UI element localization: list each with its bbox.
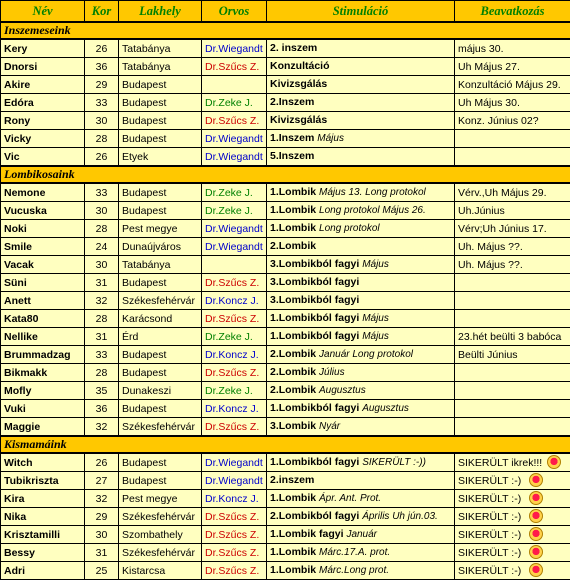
table-row [1,310,570,328]
cell-name[interactable]: Nemone [1,183,85,202]
cell-procedure[interactable] [455,453,570,472]
cell-procedure[interactable] [455,292,570,310]
cell-residence[interactable]: Budapest [119,400,202,418]
cell-stimulation[interactable] [267,453,455,472]
cell-name[interactable]: Bikmakk [1,364,85,382]
header-nev[interactable]: Név [1,1,85,23]
cell-name[interactable]: Krisztamilli [1,526,85,544]
table-row [1,183,570,202]
table-row [1,112,570,130]
table-row [1,274,570,292]
cell-procedure[interactable] [455,562,570,580]
cell-residence[interactable]: Budapest [119,453,202,472]
cell-name[interactable]: Brummadzag [1,346,85,364]
table-row [1,148,570,167]
stimulation-note: Márc.Long prot. [319,565,389,576]
stimulation-type: 3.Lombik [270,420,316,432]
heart-smiley-icon [529,563,543,577]
cell-procedure[interactable] [455,526,570,544]
cell-stimulation[interactable] [267,256,455,274]
header-lakhely[interactable]: Lakhely [119,1,202,23]
stimulation-note: Long protokol Május 26. [319,205,426,216]
procedure-text: SIKERÜLT :-) [458,547,521,559]
cell-age[interactable]: 28 [85,220,119,238]
cell-stimulation[interactable] [267,112,455,130]
table-row [1,94,570,112]
stimulation-note: Január Long protokol [319,349,413,360]
procedure-text: május 30. [458,43,504,55]
cell-procedure[interactable] [455,39,570,58]
cell-residence[interactable]: Székesfehérvár [119,292,202,310]
cell-doctor[interactable]: Dr.Koncz J. [202,400,267,418]
procedure-text: SIKERÜLT :-) [458,565,521,577]
cell-doctor[interactable]: Dr.Wiegandt [202,39,267,58]
cell-stimulation[interactable] [267,490,455,508]
stimulation-type: Kivizsgálás [270,78,327,90]
cell-residence[interactable]: Kistarcsa [119,562,202,580]
cell-doctor[interactable]: Dr.Zeke J. [202,382,267,400]
procedure-text: Konzultáció Május 29. [458,79,561,91]
stimulation-type: 2.inszem [270,474,314,486]
stimulation-type: 3.Lombikból fagyi [270,294,359,306]
stimulation-note: Július [319,367,345,378]
cell-stimulation[interactable] [267,183,455,202]
stimulation-type: 1.Lombik fagyi [270,528,344,540]
cell-name[interactable]: Anett [1,292,85,310]
cell-residence[interactable]: Budapest [119,76,202,94]
cell-procedure[interactable] [455,256,570,274]
cell-age[interactable]: 26 [85,39,119,58]
cell-stimulation[interactable] [267,346,455,364]
stimulation-type: 1.Inszem [270,132,314,144]
procedure-text: SIKERÜLT ikrek!!! [458,457,542,469]
stimulation-type: 2. inszem [270,42,317,54]
cell-age[interactable]: 31 [85,544,119,562]
section-title[interactable]: Lombikosaink [1,166,570,183]
cell-doctor[interactable]: Dr.Koncz J. [202,292,267,310]
cell-procedure[interactable] [455,346,570,364]
cell-stimulation[interactable] [267,130,455,148]
cell-name[interactable]: Vicky [1,130,85,148]
cell-procedure[interactable] [455,94,570,112]
stimulation-type: 1.Lombik [270,186,316,198]
cell-age[interactable]: 30 [85,112,119,130]
cell-doctor[interactable]: Dr.Szűcs Z. [202,562,267,580]
cell-name[interactable]: Rony [1,112,85,130]
table-row [1,508,570,526]
cell-name[interactable]: Dnorsi [1,58,85,76]
cell-procedure[interactable] [455,544,570,562]
cell-doctor[interactable]: Dr.Zeke J. [202,328,267,346]
cell-name[interactable]: Witch [1,453,85,472]
cell-stimulation[interactable] [267,58,455,76]
cell-name[interactable]: Kata80 [1,310,85,328]
cell-doctor[interactable]: Dr.Zeke J. [202,94,267,112]
table-row [1,453,570,472]
table-row [1,472,570,490]
cell-age[interactable]: 28 [85,364,119,382]
cell-doctor[interactable]: Dr.Wiegandt [202,148,267,167]
cell-doctor[interactable]: Dr.Zeke J. [202,202,267,220]
cell-residence[interactable]: Budapest [119,346,202,364]
cell-stimulation[interactable] [267,526,455,544]
stimulation-type: Konzultáció [270,60,330,72]
stimulation-note: SIKERÜLT :-)) [362,457,426,468]
cell-doctor[interactable]: Dr.Wiegandt [202,238,267,256]
cell-age[interactable]: 29 [85,76,119,94]
table-row [1,130,570,148]
cell-name[interactable]: Mofly [1,382,85,400]
header-orvos[interactable]: Orvos [202,1,267,23]
cell-stimulation[interactable] [267,544,455,562]
cell-stimulation[interactable] [267,418,455,437]
stimulation-note: Augusztus [362,403,409,414]
cell-age[interactable]: 26 [85,453,119,472]
cell-procedure[interactable] [455,472,570,490]
cell-residence[interactable]: Budapest [119,112,202,130]
cell-name[interactable]: Akire [1,76,85,94]
cell-procedure[interactable] [455,238,570,256]
cell-residence[interactable]: Etyek [119,148,202,167]
cell-doctor[interactable]: Dr.Szűcs Z. [202,418,267,437]
cell-age[interactable]: 36 [85,400,119,418]
cell-procedure[interactable] [455,274,570,292]
heart-smiley-icon [547,455,561,469]
table-row [1,562,570,580]
cell-doctor[interactable]: Dr.Szűcs Z. [202,58,267,76]
procedure-text: Konz. Június 02? [458,115,539,127]
cell-doctor[interactable]: Dr.Szűcs Z. [202,112,267,130]
table-row [1,58,570,76]
cell-residence[interactable]: Székesfehérvár [119,508,202,526]
cell-procedure[interactable] [455,418,570,437]
stimulation-type: 1.Lombikból fagyi [270,312,359,324]
table-row [1,76,570,94]
heart-smiley-icon [529,509,543,523]
cell-age[interactable]: 29 [85,508,119,526]
cell-stimulation[interactable] [267,562,455,580]
stimulation-note: Márc.17.A. prot. [319,547,390,558]
procedure-text: Uh. Május ??. [458,259,523,271]
cell-age[interactable]: 30 [85,202,119,220]
cell-doctor[interactable]: Dr.Szűcs Z. [202,274,267,292]
cell-name[interactable]: Maggie [1,418,85,437]
cell-age[interactable]: 27 [85,472,119,490]
cell-name[interactable]: Vucuska [1,202,85,220]
cell-age[interactable]: 33 [85,183,119,202]
cell-procedure[interactable] [455,202,570,220]
cell-procedure[interactable] [455,148,570,167]
cell-residence[interactable]: Szombathely [119,526,202,544]
table-row [1,292,570,310]
cell-stimulation[interactable] [267,382,455,400]
cell-age[interactable]: 28 [85,310,119,328]
cell-stimulation[interactable] [267,39,455,58]
cell-residence[interactable]: Budapest [119,364,202,382]
table-row [1,490,570,508]
table-row [1,526,570,544]
procedure-text: Uh. Május ??. [458,241,523,253]
cell-age[interactable]: 25 [85,562,119,580]
cell-procedure[interactable] [455,220,570,238]
cell-age[interactable]: 30 [85,526,119,544]
cell-procedure[interactable] [455,310,570,328]
cell-residence[interactable]: Székesfehérvár [119,544,202,562]
cell-age[interactable]: 24 [85,238,119,256]
cell-residence[interactable]: Tatabánya [119,39,202,58]
header-row [1,1,570,23]
cell-residence[interactable]: Budapest [119,274,202,292]
heart-smiley-icon [529,491,543,505]
cell-age[interactable]: 30 [85,256,119,274]
stimulation-note: Nyár [319,421,340,432]
stimulation-type: 1.Lombikból fagyi [270,402,359,414]
cell-stimulation[interactable] [267,400,455,418]
stimulation-type: Kivizsgálás [270,114,327,126]
table-row [1,328,570,346]
cell-doctor[interactable]: Dr.Szűcs Z. [202,508,267,526]
cell-procedure[interactable] [455,364,570,382]
stimulation-type: 1.Lombik [270,222,316,234]
cell-name[interactable]: Vic [1,148,85,167]
table-row [1,202,570,220]
cell-stimulation[interactable] [267,220,455,238]
stimulation-note: Május [362,331,389,342]
cell-stimulation[interactable] [267,328,455,346]
cell-name[interactable]: Kira [1,490,85,508]
cell-age[interactable]: 35 [85,382,119,400]
cell-name[interactable]: Vacak [1,256,85,274]
cell-age[interactable]: 33 [85,346,119,364]
table-row [1,400,570,418]
cell-residence[interactable]: Budapest [119,94,202,112]
cell-residence[interactable]: Budapest [119,472,202,490]
cell-stimulation[interactable] [267,274,455,292]
procedure-text: 23.hét beülti 3 babóca [458,331,561,343]
procedure-text: Uh.Június [458,205,505,217]
cell-age[interactable]: 31 [85,328,119,346]
cell-residence[interactable]: Székesfehérvár [119,418,202,437]
stimulation-type: 2.Lombikból fagyi [270,510,359,522]
cell-procedure[interactable] [455,508,570,526]
cell-procedure[interactable] [455,58,570,76]
cell-residence[interactable]: Dunakeszi [119,382,202,400]
cell-age[interactable]: 32 [85,292,119,310]
section-title[interactable]: Kismamáink [1,436,570,453]
procedure-text: Vérv.,Uh Május 29. [458,187,547,199]
cell-stimulation[interactable] [267,148,455,167]
header-kor[interactable]: Kor [85,1,119,23]
stimulation-type: 2.Lombik [270,240,316,252]
cell-residence[interactable]: Pest megye [119,490,202,508]
procedure-text: Uh Május 30. [458,97,520,109]
cell-name[interactable]: Kery [1,39,85,58]
cell-stimulation[interactable] [267,508,455,526]
cell-stimulation[interactable] [267,202,455,220]
heart-smiley-icon [529,527,543,541]
cell-doctor[interactable]: Dr.Wiegandt [202,472,267,490]
stimulation-type: 3.Lombikból fagyi [270,276,359,288]
stimulation-note: Május 13. Long protokol [319,187,426,198]
cell-procedure[interactable] [455,328,570,346]
cell-name[interactable]: Noki [1,220,85,238]
cell-procedure[interactable] [455,490,570,508]
cell-doctor[interactable] [202,256,267,274]
stimulation-type: 1.Lombik [270,564,316,576]
stimulation-type: 1.Lombik [270,492,316,504]
procedure-text: SIKERÜLT :-) [458,493,521,505]
cell-age[interactable]: 33 [85,94,119,112]
table-row [1,220,570,238]
header-stimulacio[interactable]: Stimuláció [267,1,455,23]
cell-procedure[interactable] [455,183,570,202]
cell-residence[interactable]: Budapest [119,183,202,202]
cell-age[interactable]: 36 [85,58,119,76]
cell-age[interactable]: 26 [85,148,119,167]
cell-residence[interactable]: Pest megye [119,220,202,238]
cell-stimulation[interactable] [267,292,455,310]
heart-smiley-icon [529,473,543,487]
cell-residence[interactable]: Tatabánya [119,58,202,76]
stimulation-note: Május [362,259,389,270]
section-header [1,166,570,183]
stimulation-note: Ápr. Ant. Prot. [319,493,381,504]
stimulation-note: Május [362,313,389,324]
table-row [1,418,570,437]
stimulation-note: Long protokol [319,223,380,234]
cell-age[interactable]: 32 [85,490,119,508]
cell-residence[interactable]: Budapest [119,202,202,220]
cell-name[interactable]: Bessy [1,544,85,562]
cell-name[interactable]: Smile [1,238,85,256]
cell-name[interactable]: Nika [1,508,85,526]
stimulation-type: 2.Lombik [270,348,316,360]
table-row [1,238,570,256]
stimulation-type: 1.Lombik [270,204,316,216]
cell-procedure[interactable] [455,76,570,94]
cell-stimulation[interactable] [267,94,455,112]
header-beavatkozas[interactable]: Beavatkozás [455,1,570,23]
cell-doctor[interactable]: Dr.Zeke J. [202,183,267,202]
cell-name[interactable]: Edóra [1,94,85,112]
cell-doctor[interactable]: Dr.Szűcs Z. [202,364,267,382]
cell-procedure[interactable] [455,400,570,418]
cell-name[interactable]: Adri [1,562,85,580]
stimulation-type: 1.Lombikból fagyi [270,330,359,342]
table-row [1,39,570,58]
cell-residence[interactable]: Érd [119,328,202,346]
procedure-text: Vérv;Uh Június 17. [458,223,547,235]
cell-name[interactable]: Vuki [1,400,85,418]
cell-residence[interactable]: Tatabánya [119,256,202,274]
section-header [1,436,570,453]
cell-residence[interactable]: Budapest [119,130,202,148]
stimulation-note: Augusztus [319,385,366,396]
procedure-text: SIKERÜLT :-) [458,511,521,523]
cell-doctor[interactable]: Dr.Szűcs Z. [202,526,267,544]
stimulation-type: 5.Inszem [270,150,314,162]
cell-procedure[interactable] [455,382,570,400]
procedure-text: SIKERÜLT :-) [458,475,521,487]
cell-doctor[interactable]: Dr.Koncz J. [202,490,267,508]
cell-stimulation[interactable] [267,364,455,382]
cell-doctor[interactable]: Dr.Koncz J. [202,346,267,364]
stimulation-type: 2.Lombik [270,384,316,396]
cell-age[interactable]: 32 [85,418,119,437]
table-row [1,382,570,400]
cell-stimulation[interactable] [267,310,455,328]
cell-residence[interactable]: Karácsond [119,310,202,328]
cell-doctor[interactable]: Dr.Wiegandt [202,453,267,472]
cell-doctor[interactable]: Dr.Wiegandt [202,130,267,148]
cell-doctor[interactable] [202,76,267,94]
cell-stimulation[interactable] [267,238,455,256]
heart-smiley-icon [529,545,543,559]
cell-name[interactable]: Nellike [1,328,85,346]
procedure-text: Beülti Június [458,349,518,361]
cell-doctor[interactable]: Dr.Szűcs Z. [202,544,267,562]
table-body [1,22,570,580]
table-row [1,364,570,382]
stimulation-type: 3.Lombikból fagyi [270,258,359,270]
procedure-text: Uh Május 27. [458,61,520,73]
stimulation-type: 1.Lombik [270,546,316,558]
table-row [1,544,570,562]
stimulation-type: 2.Inszem [270,96,314,108]
stimulation-note: Április Uh jún.03. [362,511,438,522]
cell-stimulation[interactable] [267,76,455,94]
stimulation-note: Május [317,133,344,144]
stimulation-type: 2.Lombik [270,366,316,378]
cell-doctor[interactable]: Dr.Szűcs Z. [202,310,267,328]
cell-stimulation[interactable] [267,472,455,490]
stimulation-type: 1.Lombikból fagyi [270,456,359,468]
procedure-text: SIKERÜLT :-) [458,529,521,541]
cell-name[interactable]: Süni [1,274,85,292]
section-header [1,22,570,39]
section-title[interactable]: Inszemeseink [1,22,570,39]
cell-age[interactable]: 28 [85,130,119,148]
stimulation-note: Január [346,529,377,540]
cell-doctor[interactable]: Dr.Wiegandt [202,220,267,238]
table-row [1,346,570,364]
cell-age[interactable]: 31 [85,274,119,292]
cell-residence[interactable]: Dunaújváros [119,238,202,256]
cell-name[interactable]: Tubikriszta [1,472,85,490]
cell-procedure[interactable] [455,112,570,130]
table-row [1,256,570,274]
cell-procedure[interactable] [455,130,570,148]
